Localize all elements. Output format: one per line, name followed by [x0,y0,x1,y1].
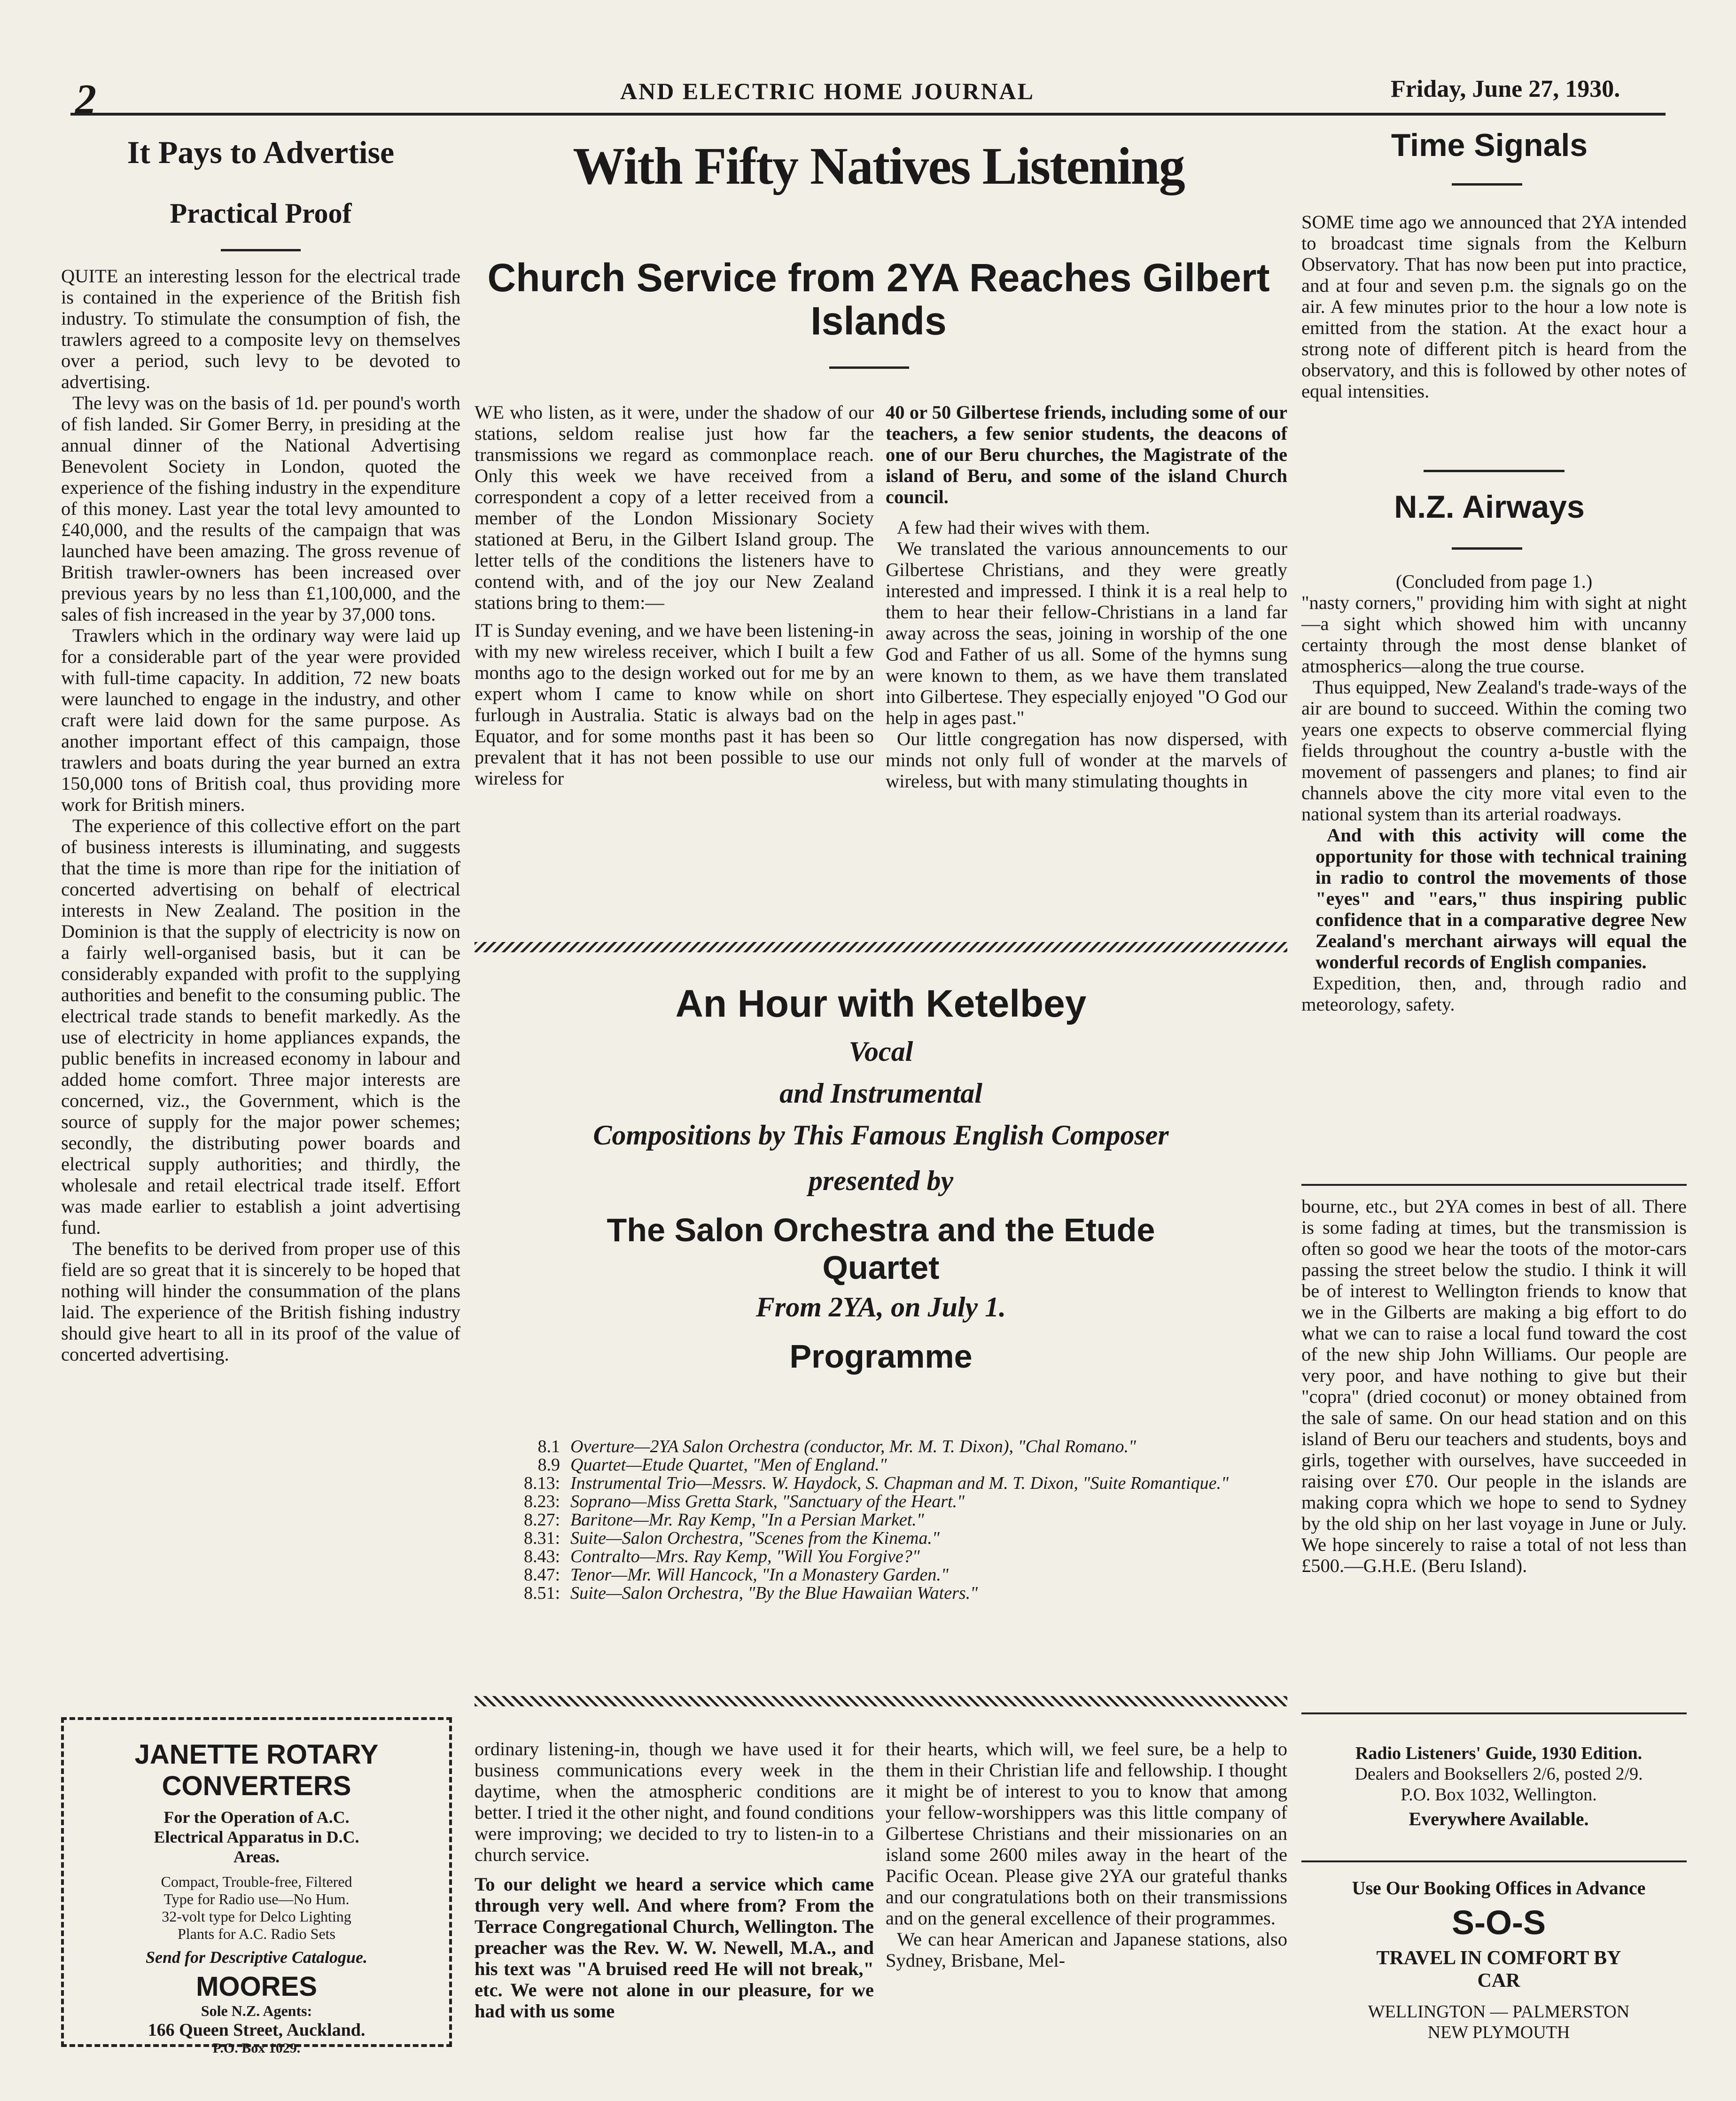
right-divider [1301,1184,1687,1186]
time-signals-rule [1452,183,1522,186]
airways-body: (Concluded from page 1.) "nasty corners," providing him with sight at night—a sight which showed him with uncanny certainty through the most dense blanket of atmospherics—along the true course. Thus equipped, New Zealand's trade-ways of the air are bound to succeed. Within the coming two years one expects to observe commercial flying fields throughout the country a-bustle with the movement of passengers and planes; to find air channels above the city more vital even to the national system than its arterial roadways. And with this activity will come the opportunity for those with technical training in radio to control the movements of those "eyes" and "ears," thus inspiring public confidence that in a comparative degree New Zealand's merchant airways will equal the wonderful records of English companies. Expedition, then, and, through radio and meteorology, safety. [1301,571,1687,1015]
time-signals-title: Time Signals [1391,127,1588,163]
janette-line: Electrical Apparatus in D.C. [154,1828,359,1846]
sos-line: NEW PLYMOUTH [1427,2023,1570,2042]
programme-title: Programme [789,1338,973,1375]
janette-line: Type for Radio use—No Hum. [163,1891,350,1907]
ketelbey-line-3: Compositions by This Famous English Composer [593,1120,1169,1151]
janette-address: 166 Queen Street, Auckland. [148,2020,366,2040]
janette-catalogue: Send for Descriptive Catalogue. [146,1948,367,1967]
janette-line: Compact, Trouble-free, Filtered [161,1873,352,1890]
moores-brand: MOORES [196,1971,317,2002]
janette-line: 32-volt type for Delco Lighting [162,1908,351,1925]
janette-agents: Sole N.Z. Agents: [201,2002,312,2019]
airways-rule [1452,547,1522,550]
guide-line: Everywhere Available. [1409,1808,1589,1829]
issue-date: Friday, June 27, 1930. [1391,76,1620,102]
programme-list [498,1438,1250,1603]
journal-title: AND ELECTRIC HOME JOURNAL [620,78,1035,104]
ketelbey-line-4: presented by [808,1165,954,1196]
programme-item: 8.23: Soprano—Miss Gretta Stark, "Sanctuary of the Heart." [523,1492,965,1511]
time-signals-body: SOME time ago we announced that 2YA intended to broadcast time signals from the Kelburn Observatory. That has now been put into practice, and at four and seven p.m. the signals go on the air. A few minutes prior to the hour a low note is emitted from the station. At the exact hour a strong note of different pitch is heard from the observatory, and this is followed by other notes of equal intensities. [1301,211,1687,402]
listeners-guide-ad [1301,1743,1696,1830]
left-article-title: It Pays to Advertise [127,134,395,170]
ketelbey-title: An Hour with Ketelbey [675,982,1087,1025]
programme-item: 8.1 Overture—2YA Salon Orchestra (conductor, Mr. M. T. Dixon), "Chal Romano." [537,1437,1137,1456]
left-article-body: QUITE an interesting lesson for the electrical trade is contained in the experience of the British fish industry. To stimulate the consumption of fish, the trawlers agreed to a composite levy on themselves over a period, such levy to be devoted to advertising. The levy was on the basis of 1d. per pound's worth of fish landed. Sir Gomer Berry, in presiding at the annual dinner of the National Advertising Benevolent Society in London, quoted the experience of the fishing industry in the expenditure of this money. Last year the total levy amounted to £40,000, and the results of the campaign that was launched have been amazing. The gross revenue of British trawler-owners has been increased over previous years by no less than £1,100,000, and the sales of fish increased in the year by 37,000 tons. Trawlers which in the ordinary way were laid up for a considerable part of the year were provided with full-time capacity. In addition, 72 new boats were launched to engage in the industry, and other craft were laid down for the same purpose. As another important effect of this campaign, those trawlers and boats during the year burned an extra 150,000 tons of British coal, thus providing more work for British miners. The experience of this collective effort on the part of business interests is illuminating, and suggests that the time is more than ripe for the initiation of concerted advertising on behalf of electrical interests in New Zealand. The position in the Dominion is that the supply of electricity is now on a fairly well-organised basis, but it can be considerably expanded with profit to the supplying authorities and benefit to the consuming public. The electrical trade stands to benefit markedly. As the use of electricity in home appliances expands, the public benefits in increased economy in labour and added home comfort. Three major interests are concerned, viz., the Government, which is the source of supply for the major power schemes; secondly, the distributing power boards and electrical supply authorities; and thirdly, the wholesale and retail electrical trade itself. Effort was made earlier to establish a joint advertising fund. The benefits to be derived from proper use of this field are so great that it is sincerely to be hoped that nothing will hinder the consummation of the plans laid. The experience of the British fishing industry should give heart to all in its proof of the value of concerted advertising. [61,265,460,1365]
header-rule [70,113,1666,116]
sos-line: CAR [1477,1970,1520,1992]
janette-line: Plants for A.C. Radio Sets [177,1925,335,1942]
guide-ad-top-rule [1301,1712,1687,1714]
main-headline: With Fifty Natives Listening [573,137,1184,195]
airways-title: N.Z. Airways [1394,489,1585,525]
main-col-2: 40 or 50 Gilbertese friends, including some of our teachers, a few senior students, the deacons of one of our Beru churches, the Magistrate of the island of Beru, and some of the island Church council. A few had their wives with them. We translated the various announcements to our Gilbertese Christians, and they were greatly interested and impressed. I think it is a real help to them to hear their fellow-Christians in a land far away across the seas, joining in worship of the one God and Father of us all. Some of the hymns sung were known to them, as we have them translated into Gilbertese. They especially enjoyed "O God our help in ages past." Our little congregation has now dispersed, with minds not only full of wonder at the marvels of wireless, but with many stimulating thoughts in [886,402,1287,792]
ketelbey-bottom-border [475,1696,1287,1706]
ketelbey-line-1: Vocal [849,1036,913,1067]
sos-ad [1301,1877,1696,2043]
sos-line: WELLINGTON — PALMERSTON [1368,2002,1630,2022]
programme-item: 8.47: Tenor—Mr. Will Hancock, "In a Monastery Garden." [523,1565,949,1585]
letter-continuation: bourne, etc., but 2YA comes in best of all. There is some fading at times, but the transmission is often so good we hear the toots of the motor-cars passing the street below the studio. I think it will be of interest to Wellington friends to know that we in the Gilberts are making a big effort to do what we can to raise a local fund toward the cost of the new ship John Williams. Our people are very poor, and have nothing to give but their "copra" (dried coconut) or money obtained from the sale of same. On our head station and on this island of Beru our teachers and students, boys and girls, together with ourselves, have succeeded in raising over £70. Our people in the islands are making copra which we hope to send to Sydney by the old ship on her last voyage in June or July. We hope sincerely to raise a total of not less than £500.—G.H.E. (Beru Island). [1301,1196,1687,1576]
ketelbey-top-border [475,942,1287,952]
left-article-subtitle: Practical Proof [170,198,352,229]
page-number: 2 [75,76,96,123]
main-subhead-rule [829,366,909,369]
programme-item: 8.51: Suite—Salon Orchestra, "By the Blue Hawaiian Waters." [523,1583,978,1603]
programme-item: 8.13: Instrumental Trio—Messrs. W. Haydock, S. Chapman and M. T. Dixon, "Suite Romantique." [523,1473,1229,1493]
janette-line: For the Operation of A.C. [163,1808,350,1827]
programme-item: 8.31: Suite—Salon Orchestra, "Scenes from the Kinema." [523,1528,940,1548]
programme-item: 8.9 Quartet—Etude Quartet, "Men of England." [537,1455,887,1475]
janette-box: P.O. Box 1029. [212,2040,301,2056]
sos-booking: Use Our Booking Offices in Advance [1352,1877,1646,1899]
janette-title-2: CONVERTERS [162,1771,351,1801]
janette-converters-ad [61,1717,452,2056]
ketelbey-presenters: The Salon Orchestra and the Etude Quartet [607,1212,1155,1286]
janette-title: JANETTE ROTARY [134,1739,379,1770]
programme-item: 8.43: Contralto—Mrs. Ray Kemp, "Will You Forgive?" [523,1547,920,1566]
main-col-4: their hearts, which will, we feel sure, be a help to them in their Christian life and fellowship. I thought it might be of interest to you to know that among your fellow-worshippers was this little company of Gilbertese Christians and their missionaries on an island some 2600 miles away in the heart of the Pacific Ocean. Please give 2YA our grateful thanks and our congratulations both on their transmissions and on the general excellence of their programmes. We can hear American and Japanese stations, also Sydney, Brisbane, Mel- [886,1738,1287,1971]
guide-line: Dealers and Booksellers 2/6, posted 2/9. [1355,1764,1643,1784]
main-subhead: Church Service from 2YA Reaches Gilbert Islands [487,256,1270,343]
programme-item: 8.27: Baritone—Mr. Ray Kemp, "In a Persian Market." [523,1510,924,1530]
airways-top-rule [1424,470,1565,472]
ketelbey-box [475,982,1287,1375]
janette-line: Areas. [233,1847,280,1866]
sos-title: S-O-S [1451,1904,1546,1942]
ketelbey-source: From 2YA, on July 1. [755,1292,1006,1323]
sos-top-rule [1301,1860,1687,1862]
guide-line: P.O. Box 1032, Wellington. [1401,1785,1597,1805]
ketelbey-line-2: and Instrumental [779,1078,982,1109]
main-col-1: WE who listen, as it were, under the shadow of our stations, seldom realise just how far the transmissions we regard as commonplace reach. Only this week we have received from a correspondent a copy of a letter received from a member of the London Missionary Society stationed at Beru, in the Gilbert Island group. The letter tells of the conditions the listeners have to contend with, and of the joy our New Zealand stations bring to them:— IT is Sunday evening, and we have been listening-in with my new wireless receiver, which I built a few months ago to the design worked out for me by an expert whom I came to know while on short furlough in Australia. Static is always bad on the Equator, and for some months past it has been so prevalent that it has not been possible to use our wireless for [475,402,874,789]
sos-line: TRAVEL IN COMFORT BY [1376,1947,1621,1969]
left-title-rule [221,249,301,251]
main-col-3: ordinary listening-in, though we have used it for business communications every week in the daytime, when the atmospheric conditions are better. I tried it the other night, and found conditions were improving; we decided to try to listen-in to a church service. To our delight we heard a service which came through very well. And where from? From the Terrace Congregational Church, Wellington. The preacher was the Rev. W. W. Newell, M.A., and his text was "A bruised reed He will not break," etc. We were not alone in our pleasure, for we had with us some [475,1738,874,2022]
guide-line: Radio Listeners' Guide, 1930 Edition. [1355,1743,1643,1763]
